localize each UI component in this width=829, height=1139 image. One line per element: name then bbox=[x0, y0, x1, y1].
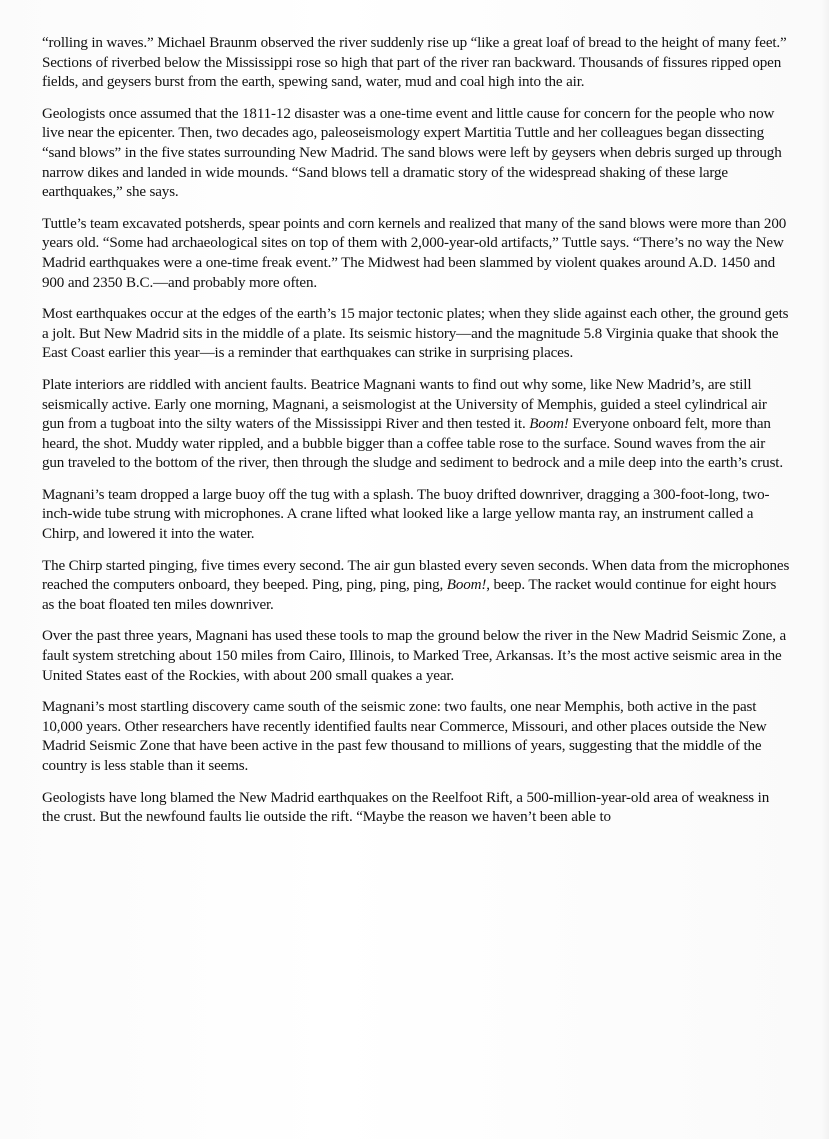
paragraph-2: Geologists once assumed that the 1811-12 disaster was a one-time event and little cause for concern for the people who now live near the epicenter. Then, two decades ago, paleoseismology expert Martitia Tuttle and her colleagues began dissecting “sand blows” in the five states surrounding New Madrid. The sand blows were left by geysers when debris surged up through narrow dikes and landed in wide mounds. “Sand blows tell a dramatic story of the widespread shaking of these large earthquakes,” she says. bbox=[42, 105, 782, 201]
paragraph-9: Magnani’s most startling discovery came south of the seismic zone: two faults, one near Memphis, both active in the past 10,000 years. Other researchers have recently identified faults near Commerce, Missouri, and other places outside the New Madrid Seismic Zone that have been active in the past few thousand to millions of years, suggesting that the middle of the country is less stable than it seems. bbox=[42, 699, 767, 774]
emphasis-boom: Boom! bbox=[446, 577, 487, 594]
paragraph-7: The Chirp started pinging, five times every second. The air gun blasted every seven seconds. When data from the microphones reached the computers onboard, they beeped. Ping, ping, ping, ping, Boom!, beep. The racket would continue for eight hours as the boat floated ten miles downriver. bbox=[42, 557, 790, 613]
paragraph-5: Plate interiors are riddled with ancient faults. Beatrice Magnani wants to find out why some, like New Madrid’s, are still seismically active. Early one morning, Magnani, a seismologist at the University of Memphis, guided a steel cylindrical air gun from a tugboat into the silty waters of the Mississippi River and then tested it. Boom! Everyone onboard felt, more than heard, the shot. Muddy water rippled, and a bubble bigger than a coffee table rose to the surface. Sound waves from the air gun traveled to the bottom of the river, then through the sludge and sediment to bedrock and a mile deep into the earth’s crust. bbox=[42, 376, 783, 472]
paragraph-4: Most earthquakes occur at the edges of the earth’s 15 major tectonic plates; when they slide against each other, the ground gets a jolt. But New Madrid sits in the middle of a plate. Its seismic history—and the magnitude 5.8 Virginia quake that shook the East Coast earlier this year—is a reminder that earthquakes can strike in surprising places. bbox=[42, 306, 789, 362]
paragraph-3: Tuttle’s team excavated potsherds, spear points and corn kernels and realized that many of the sand blows were more than 200 years old. “Some had archaeological sites on top of them with 2,000-year-old artifacts,” Tuttle says. “There’s no way the New Madrid earthquakes were a one-time freak event.” The Midwest had been slammed by violent quakes around A.D. 1450 and 900 and 2350 B.C.—and probably more often. bbox=[42, 215, 787, 291]
paragraph-8: Over the past three years, Magnani has used these tools to map the ground below the river in the New Madrid Seismic Zone, a fault system stretching about 150 miles from Cairo, Illinois, to Marked Tree, Arkansas. It’s the most active seismic area in the United States east of the Rockies, with about 200 small quakes a year. bbox=[42, 628, 786, 684]
page-edge-shadow bbox=[821, 0, 829, 1139]
paragraph-1: “rolling in waves.” Michael Braunm observed the river suddenly rise up “like a great loaf of bread to the height of many feet.” Sections of riverbed below the Mississippi rose so high that part of the river ran backward. Thousands of fissures ripped open fields, and geysers burst from the earth, spewing sand, water, mud and coal high into the air. bbox=[42, 35, 787, 91]
emphasis-boom: Boom! bbox=[529, 416, 569, 433]
article-body bbox=[42, 34, 790, 840]
paragraph-10: Geologists have long blamed the New Madrid earthquakes on the Reelfoot Rift, a 500-million-year-old area of weakness in the crust. But the newfound faults lie outside the rift. “Maybe the reason we haven’t been able to bbox=[42, 789, 770, 826]
paragraph-6: Magnani’s team dropped a large buoy off the tug with a splash. The buoy drifted downriver, dragging a 300-foot-long, two-inch-wide tube strung with microphones. A crane lifted what looked like a large yellow manta ray, an instrument called a Chirp, and lowered it into the water. bbox=[42, 486, 770, 543]
